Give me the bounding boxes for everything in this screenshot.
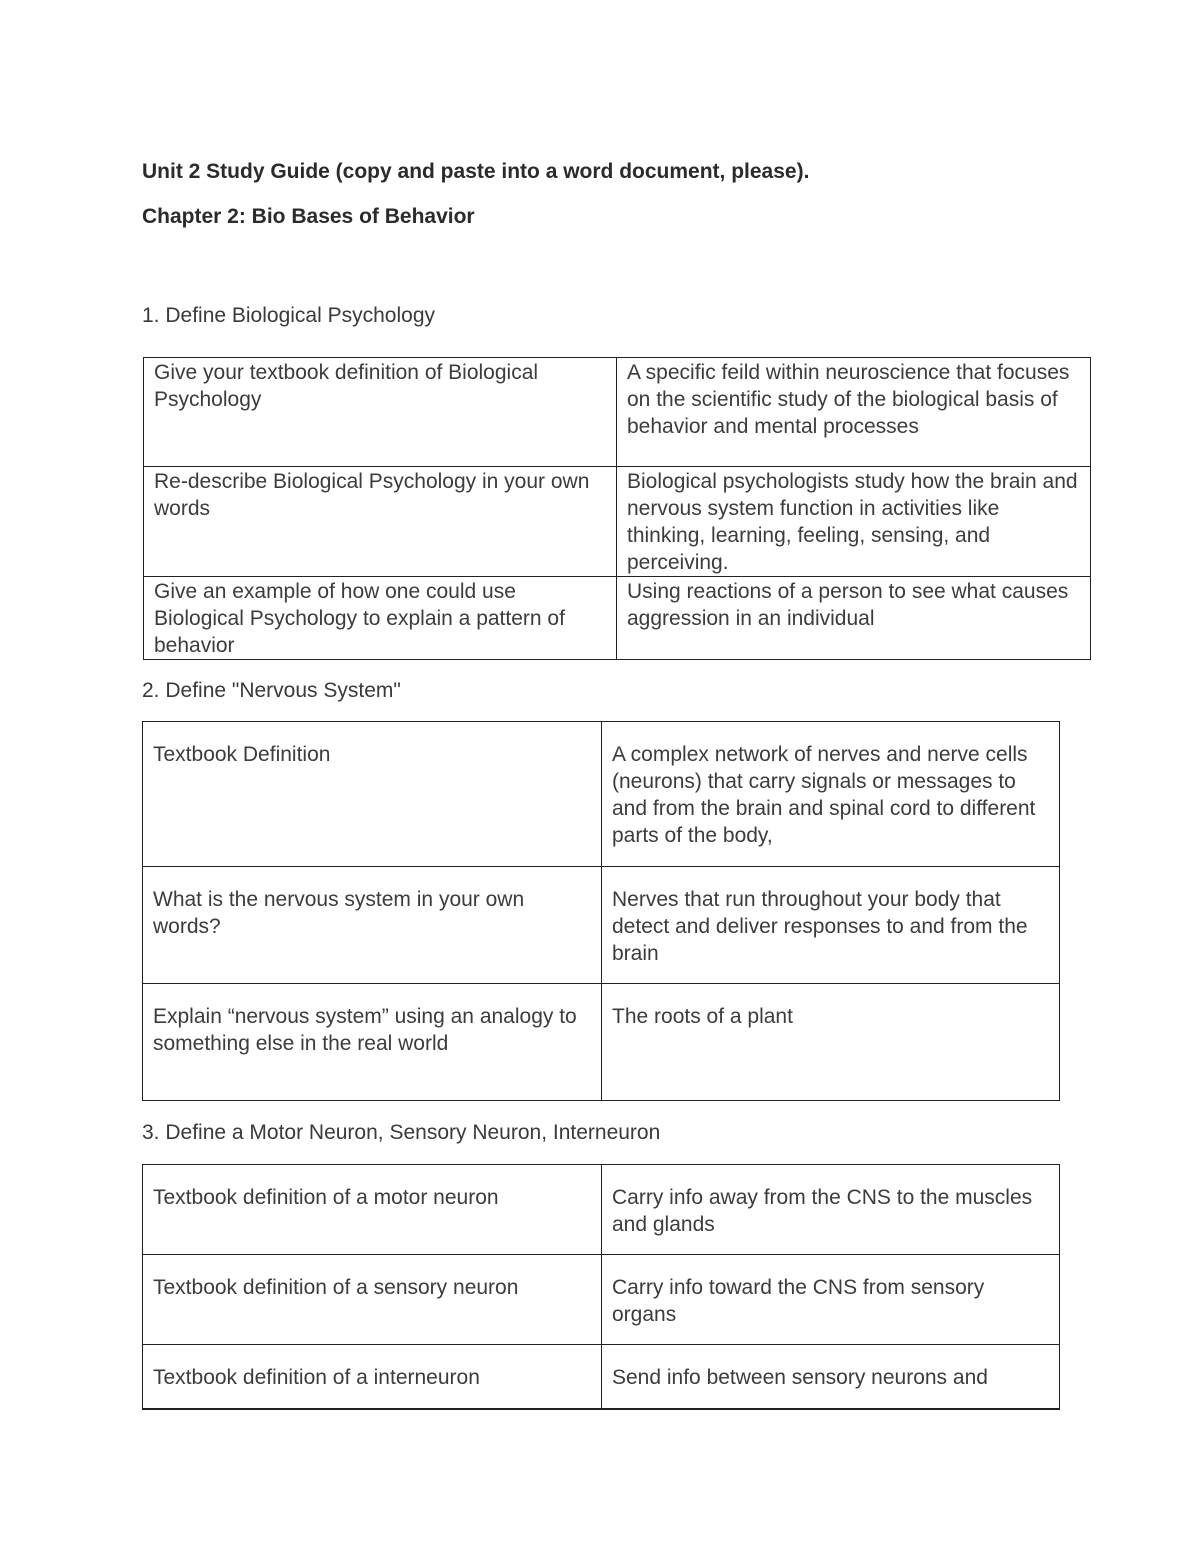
question-2-heading: 2. Define "Nervous System" bbox=[142, 679, 401, 702]
table-row bbox=[143, 984, 1060, 1101]
answer-cell: Carry info away from the CNS to the muscles and glands bbox=[602, 1165, 1060, 1255]
chapter-heading: Chapter 2: Bio Bases of Behavior bbox=[142, 205, 475, 228]
prompt-cell: Give your textbook definition of Biological Psychology bbox=[144, 358, 617, 467]
table-row bbox=[144, 577, 1091, 660]
table-row bbox=[144, 358, 1091, 467]
question-1-table bbox=[143, 357, 1091, 660]
question-3-heading: 3. Define a Motor Neuron, Sensory Neuron, Interneuron bbox=[142, 1121, 661, 1144]
table-row bbox=[143, 722, 1060, 867]
table-row bbox=[144, 467, 1091, 577]
question-3-table bbox=[142, 1164, 1060, 1410]
prompt-cell: Explain “nervous system” using an analogy to something else in the real world bbox=[143, 984, 602, 1101]
prompt-cell: Textbook definition of a interneuron bbox=[143, 1345, 602, 1409]
question-1-heading: 1. Define Biological Psychology bbox=[142, 304, 435, 327]
answer-cell: Send info between sensory neurons and bbox=[602, 1345, 1060, 1409]
prompt-cell: What is the nervous system in your own words? bbox=[143, 867, 602, 984]
answer-cell: The roots of a plant bbox=[602, 984, 1060, 1101]
document-title: Unit 2 Study Guide (copy and paste into a word document, please). bbox=[142, 160, 810, 183]
prompt-cell: Textbook Definition bbox=[143, 722, 602, 867]
prompt-cell: Re-describe Biological Psychology in your own words bbox=[144, 467, 617, 577]
answer-cell: Carry info toward the CNS from sensory organs bbox=[602, 1255, 1060, 1345]
prompt-cell: Textbook definition of a motor neuron bbox=[143, 1165, 602, 1255]
prompt-cell: Give an example of how one could use Biological Psychology to explain a pattern of behavior bbox=[144, 577, 617, 660]
answer-cell: A specific feild within neuroscience that focuses on the scientific study of the biological basis of behavior and mental processes bbox=[617, 358, 1091, 467]
answer-cell: Using reactions of a person to see what causes aggression in an individual bbox=[617, 577, 1091, 660]
table-row bbox=[143, 1345, 1060, 1409]
table-row bbox=[143, 1165, 1060, 1255]
answer-cell: Nerves that run throughout your body that detect and deliver responses to and from the brain bbox=[602, 867, 1060, 984]
table-row bbox=[143, 1255, 1060, 1345]
prompt-cell: Textbook definition of a sensory neuron bbox=[143, 1255, 602, 1345]
question-2-table bbox=[142, 721, 1060, 1101]
answer-cell: A complex network of nerves and nerve cells (neurons) that carry signals or messages to and from the brain and spinal cord to different parts of the body, bbox=[602, 722, 1060, 867]
answer-cell: Biological psychologists study how the brain and nervous system function in activities like thinking, learning, feeling, sensing, and perceiving. bbox=[617, 467, 1091, 577]
table-row bbox=[143, 867, 1060, 984]
